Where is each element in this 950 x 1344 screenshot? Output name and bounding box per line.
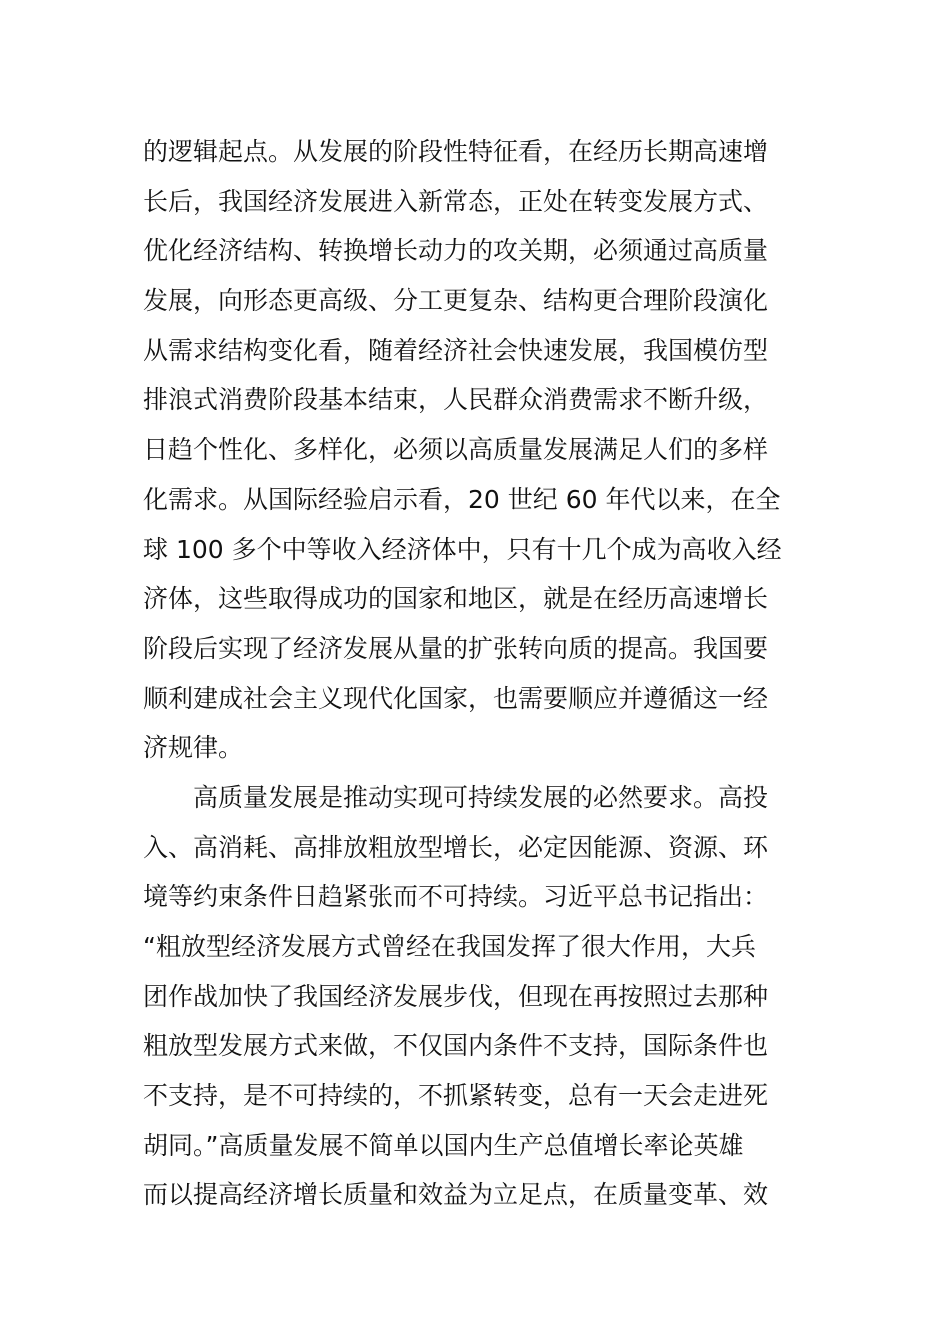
body-text (143, 127, 823, 1220)
paragraph-first-line: 高质量发展是推动实现可持续发展的必然要求。高投 (143, 782, 769, 812)
text-line: 发展，向形态更高级、分工更复杂、结构更合理阶段演化 (143, 286, 769, 316)
text-line: 球 100 多个中等收入经济体中，只有十几个成为高收入经 (143, 534, 782, 564)
text-line: 境等约束条件日趋紧张而不可持续。习近平总书记指出： (143, 882, 769, 912)
quote-line: 团作战加快了我国经济发展步伐，但现在再按照过去那种 (143, 981, 769, 1011)
text-line: 济体，这些取得成功的国家和地区，就是在经历高速增长 (143, 584, 769, 614)
quote-line: 粗放型发展方式来做，不仅国内条件不支持，国际条件也 (143, 1031, 769, 1061)
text-line: 化需求。从国际经验启示看，20 世纪 60 年代以来，在全 (143, 484, 781, 514)
quote-line: “粗放型经济发展方式曾经在我国发挥了很大作用，大兵 (143, 932, 756, 961)
text-line: 济规律。 (143, 733, 244, 763)
text-line: 而以提高经济增长质量和效益为立足点，在质量变革、效 (143, 1180, 769, 1210)
text-line: 顺利建成社会主义现代化国家，也需要顺应并遵循这一经 (143, 683, 769, 713)
text-line: 长后，我国经济发展进入新常态，正处在转变发展方式、 (143, 186, 769, 216)
text-line: 的逻辑起点。从发展的阶段性特征看，在经历长期高速增 (143, 137, 769, 166)
text-line: 日趋个性化、多样化，必须以高质量发展满足人们的多样 (143, 435, 769, 465)
text-line: 入、高消耗、高排放粗放型增长，必定因能源、资源、环 (143, 832, 769, 862)
text-line: 从需求结构变化看，随着经济社会快速发展，我国模仿型 (143, 335, 769, 365)
text-line: 胡同。”高质量发展不简单以国内生产总值增长率论英雄 (143, 1130, 744, 1160)
text-line: 阶段后实现了经济发展从量的扩张转向质的提高。我国要 (143, 633, 769, 663)
quote-line: 不支持，是不可持续的，不抓紧转变，总有一天会走进死 (143, 1081, 769, 1111)
text-line: 排浪式消费阶段基本结束，人民群众消费需求不断升级， (143, 385, 769, 415)
text-line: 优化经济结构、转换增长动力的攻关期，必须通过高质量 (143, 236, 769, 266)
